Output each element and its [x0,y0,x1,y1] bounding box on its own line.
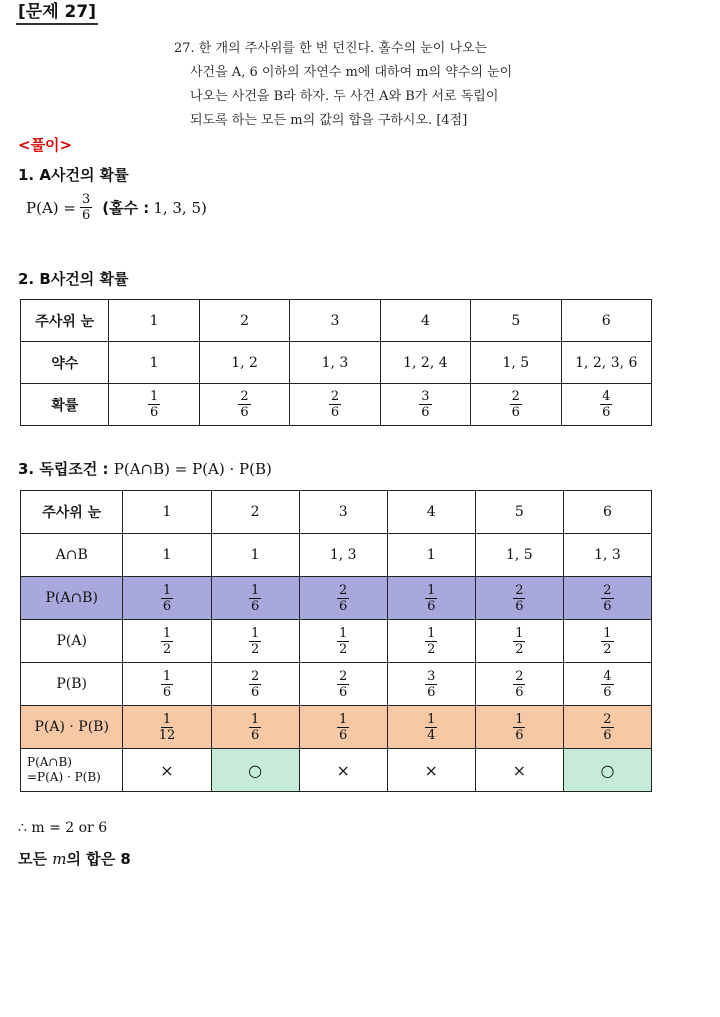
step3-heading: 3. 독립조건 : [18,460,114,478]
fraction-numerator: 2 [330,389,340,404]
fraction [425,583,437,614]
fraction-denominator: 6 [515,684,524,700]
dice-face-cell: 4 [380,300,470,342]
problem-line: 나오는 사건을 B라 하자. 두 사건 A와 B가 서로 독립이 [190,89,499,104]
fraction-denominator: 6 [421,405,430,420]
p-a-cell [211,620,299,663]
p-b-cell [211,663,299,706]
intersection-cell: 1 [123,534,211,577]
fraction-denominator: 6 [250,727,260,743]
dice-face-cell: 3 [299,491,387,534]
p-b-cell [475,663,563,706]
table-row [21,491,652,534]
product-cell [387,706,475,749]
p-a-and-b-cell [299,577,387,620]
row-label: P(A∩B) [21,577,123,620]
fraction-denominator: 6 [250,598,260,614]
fraction-denominator: 6 [511,405,520,420]
table-row [21,663,652,706]
p-b-cell [387,663,475,706]
fraction [513,669,525,700]
fraction-numerator: 1 [162,582,172,598]
intersection-cell: 1, 5 [475,534,563,577]
product-cell [123,706,211,749]
dice-face-cell: 6 [563,491,651,534]
fraction-denominator: 6 [150,405,159,420]
solution-label: <풀이> [18,136,73,154]
fraction [337,669,349,700]
fraction [148,389,160,420]
fraction [161,626,173,657]
problem-line: 되도록 하는 모든 m의 값의 합을 구하시오. [4점] [190,113,468,128]
fraction-denominator: 6 [162,598,172,614]
p-a-and-b-cell [387,577,475,620]
divisor-cell: 1, 2, 3, 6 [561,342,651,384]
dice-face-cell: 1 [123,491,211,534]
fraction-denominator: 6 [162,684,172,700]
dice-face-cell: 2 [199,300,289,342]
fraction [161,583,173,614]
fraction-numerator: 1 [515,711,524,727]
intersection-cell: 1 [211,534,299,577]
probability-cell [109,384,199,426]
divisor-cell: 1, 5 [471,342,561,384]
product-cell [299,706,387,749]
fraction [513,583,525,614]
fraction-numerator: 1 [427,582,436,598]
probability-cell [380,384,470,426]
fraction-numerator: 1 [427,625,436,641]
fraction-numerator: 1 [250,582,260,598]
independence-check-cell: × [123,749,211,792]
step1-num: 3 [81,192,91,207]
fraction-denominator: 2 [162,641,172,657]
fraction [425,626,437,657]
fraction [238,389,250,420]
fraction [601,669,613,700]
p-a-and-b-cell [475,577,563,620]
fraction [249,669,261,700]
therefore-line: ∴ m = 2 or 6 [18,820,108,836]
p-b-cell [123,663,211,706]
fraction-numerator: 1 [339,711,348,727]
row-label: P(B) [21,663,123,706]
table-row [21,706,652,749]
divisor-probability-table [20,299,652,426]
p-a-and-b-cell [123,577,211,620]
independence-check-cell: ○ [563,749,651,792]
table-row [21,384,652,426]
probability-cell [471,384,561,426]
fraction [601,712,613,743]
step1-den: 6 [81,208,91,223]
fraction-numerator: 2 [603,582,612,598]
probability-cell [199,384,289,426]
fraction-numerator: 2 [515,582,524,598]
problem-statement [174,37,554,133]
step1-lhs: P(A) = [26,198,76,217]
fraction [337,712,349,743]
fraction [513,712,525,743]
fraction [161,669,173,700]
divisor-cell: 1, 2 [199,342,289,384]
product-cell [563,706,651,749]
intersection-cell: 1, 3 [299,534,387,577]
row-label: A∩B [21,534,123,577]
divisor-cell: 1, 3 [290,342,380,384]
row-label: 주사위 눈 [21,491,123,534]
independence-check-cell: ○ [211,749,299,792]
fraction [425,669,437,700]
fraction-numerator: 1 [603,625,612,641]
independence-table [20,490,652,792]
dice-face-cell: 3 [290,300,380,342]
fraction-numerator: 1 [162,711,172,727]
step1-note-values: 1, 3, 5) [153,198,207,217]
fraction [249,712,261,743]
fraction-denominator: 2 [603,641,612,657]
problem-line: 27. 한 개의 주사위를 한 번 던진다. 홀수의 눈이 나오는 [174,41,488,56]
fraction-numerator: 1 [162,668,172,684]
fraction-denominator: 6 [427,684,436,700]
step1-fraction [80,192,92,223]
dice-face-cell: 5 [475,491,563,534]
dice-face-cell: 2 [211,491,299,534]
row-label [21,749,123,792]
fraction-numerator: 2 [339,668,348,684]
fraction-numerator: 2 [603,711,612,727]
step1-formula [26,192,207,223]
fraction-numerator: 2 [240,389,249,404]
p-a-and-b-cell [563,577,651,620]
product-cell [475,706,563,749]
fraction [425,712,437,743]
fraction-denominator: 2 [250,641,260,657]
fraction-denominator: 6 [515,598,524,614]
sum-line [18,848,131,869]
sum-prefix: 모든 [18,850,53,868]
p-a-cell [563,620,651,663]
fraction [329,389,341,420]
fraction [513,626,525,657]
fraction [601,583,613,614]
fraction-numerator: 1 [250,625,260,641]
row-label-line: =P(A) · P(B) [27,770,101,784]
fraction-numerator: 3 [427,668,436,684]
table-row [21,620,652,663]
fraction-numerator: 4 [603,668,612,684]
fraction-denominator: 6 [250,684,260,700]
sum-suffix: 의 합은 8 [66,850,131,868]
fraction-numerator: 3 [421,389,430,404]
product-cell [211,706,299,749]
fraction-numerator: 2 [250,668,260,684]
p-a-cell [123,620,211,663]
fraction-denominator: 2 [515,641,524,657]
fraction-denominator: 6 [603,598,612,614]
fraction [601,626,613,657]
row-label: 주사위 눈 [21,300,109,342]
row-label: 확률 [21,384,109,426]
intersection-cell: 1 [387,534,475,577]
table-row [21,534,652,577]
fraction-numerator: 2 [511,389,520,404]
fraction-numerator: 4 [602,389,611,404]
fraction [157,712,178,743]
fraction-numerator: 1 [339,625,348,641]
p-a-cell [387,620,475,663]
fraction-numerator: 1 [515,625,524,641]
fraction-denominator: 2 [427,641,436,657]
p-b-cell [563,663,651,706]
fraction [337,626,349,657]
p-b-cell [299,663,387,706]
fraction-denominator: 2 [339,641,348,657]
fraction-numerator: 1 [427,711,436,727]
fraction-denominator: 6 [240,405,249,420]
step2-heading: 2. B사건의 확률 [18,270,129,288]
table-row [21,577,652,620]
step1-note: (홀수 : [102,199,150,217]
row-label-line: P(A∩B) [27,755,72,769]
divisor-cell: 1 [109,342,199,384]
p-a-and-b-cell [211,577,299,620]
fraction-denominator: 6 [515,727,524,743]
step1-heading: 1. A사건의 확률 [18,166,129,184]
probability-cell [561,384,651,426]
fraction-denominator: 6 [339,727,348,743]
probability-cell [290,384,380,426]
independence-check-cell: × [387,749,475,792]
row-label: 약수 [21,342,109,384]
fraction-numerator: 1 [162,625,172,641]
step3-formula: P(A∩B) = P(A) · P(B) [113,460,272,478]
table-row [21,749,652,792]
table-row [21,342,652,384]
fraction [419,389,431,420]
dice-face-cell: 6 [561,300,651,342]
fraction [249,583,261,614]
fraction [600,389,612,420]
dice-face-cell: 5 [471,300,561,342]
fraction [510,389,522,420]
fraction-denominator: 6 [427,598,436,614]
fraction [249,626,261,657]
fraction-denominator: 6 [603,684,612,700]
fraction-numerator: 1 [150,389,159,404]
row-label: P(A) [21,620,123,663]
fraction-numerator: 2 [339,582,348,598]
independence-check-cell: × [475,749,563,792]
fraction-numerator: 2 [515,668,524,684]
dice-face-cell: 4 [387,491,475,534]
independence-check-cell: × [299,749,387,792]
fraction-numerator: 1 [250,711,260,727]
fraction-denominator: 4 [427,727,436,743]
dice-face-cell: 1 [109,300,199,342]
intersection-cell: 1, 3 [563,534,651,577]
problem-line: 사건을 A, 6 이하의 자연수 m에 대하여 m의 약수의 눈이 [190,65,513,80]
row-label: P(A) · P(B) [21,706,123,749]
divisor-cell: 1, 2, 4 [380,342,470,384]
step3-heading-wrap [18,458,272,479]
table-row [21,300,652,342]
problem-number-title: [문제 27] [16,2,98,25]
fraction [337,583,349,614]
fraction-denominator: 6 [603,727,612,743]
p-a-cell [475,620,563,663]
fraction-denominator: 12 [158,727,176,743]
sum-variable: m [52,850,67,868]
p-a-cell [299,620,387,663]
fraction-denominator: 6 [339,598,348,614]
fraction-denominator: 6 [330,405,340,420]
fraction-denominator: 6 [339,684,348,700]
fraction-denominator: 6 [602,405,611,420]
